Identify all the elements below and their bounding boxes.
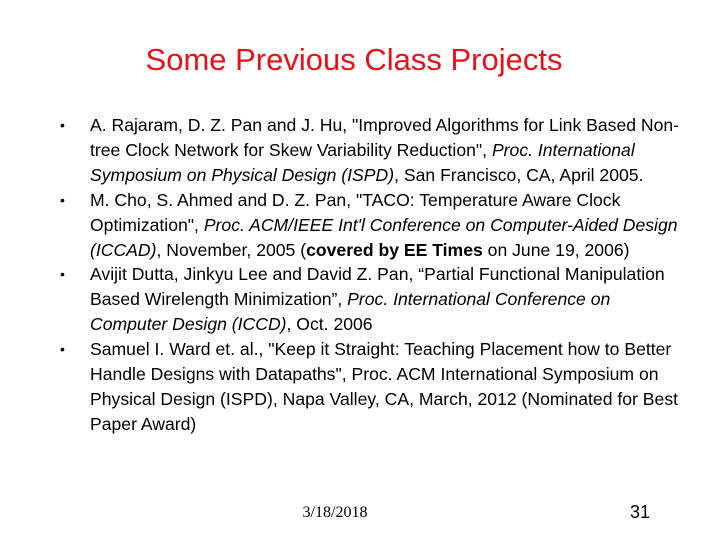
page-number: 31 xyxy=(629,502,650,522)
bullet-icon: • xyxy=(60,266,65,283)
item-text: , November, 2005 ( xyxy=(156,239,307,260)
item-text: Samuel I. Ward et. al., "Keep it Straight: Teaching Placement how to Better Handle Designs with Datapaths", Proc. ACM International Symposium on Physical Design (ISPD), Napa Valley, CA, March, 2012 (Nominated for Best Paper Award) xyxy=(90,339,678,434)
slide-title: Some Previous Class Projects xyxy=(145,42,563,77)
item-text: Avijit Dutta, Jinkyu Lee and David Z. Pan, “Partial Functional Manipulation Based Wirelength Minimization”, xyxy=(90,264,665,310)
list-item xyxy=(60,188,682,263)
item-text: , Oct. 2006 xyxy=(286,314,373,335)
list-item xyxy=(60,337,682,437)
footer-date: 3/18/2018 xyxy=(302,504,368,521)
item-text: M. Cho, S. Ahmed and D. Z. Pan, "TACO: Temperature Aware Clock Optimization", xyxy=(90,189,621,235)
list-item xyxy=(60,262,682,337)
bullet-icon: • xyxy=(60,341,65,358)
item-highlight: covered by EE Times xyxy=(306,239,483,260)
list-item xyxy=(60,113,682,188)
bullet-icon: • xyxy=(60,117,65,133)
item-text: A. Rajaram, D. Z. Pan and J. Hu, "Improved Algorithms for Link Based Non-tree Clock Network for Skew Variability Reduction", xyxy=(90,115,680,160)
item-venue: Proc. International Conference on Computer Design (ICCD) xyxy=(90,289,611,335)
project-list xyxy=(60,113,682,437)
item-text: on June 19, 2006) xyxy=(482,239,630,260)
item-text: , San Francisco, CA, April 2005. xyxy=(394,164,644,185)
item-venue: Proc. ACM/IEEE Int'l Conference on Computer-Aided Design (ICCAD) xyxy=(90,214,678,260)
item-venue: Proc. International Symposium on Physical Design (ISPD) xyxy=(90,139,635,185)
bullet-icon: • xyxy=(60,191,65,208)
